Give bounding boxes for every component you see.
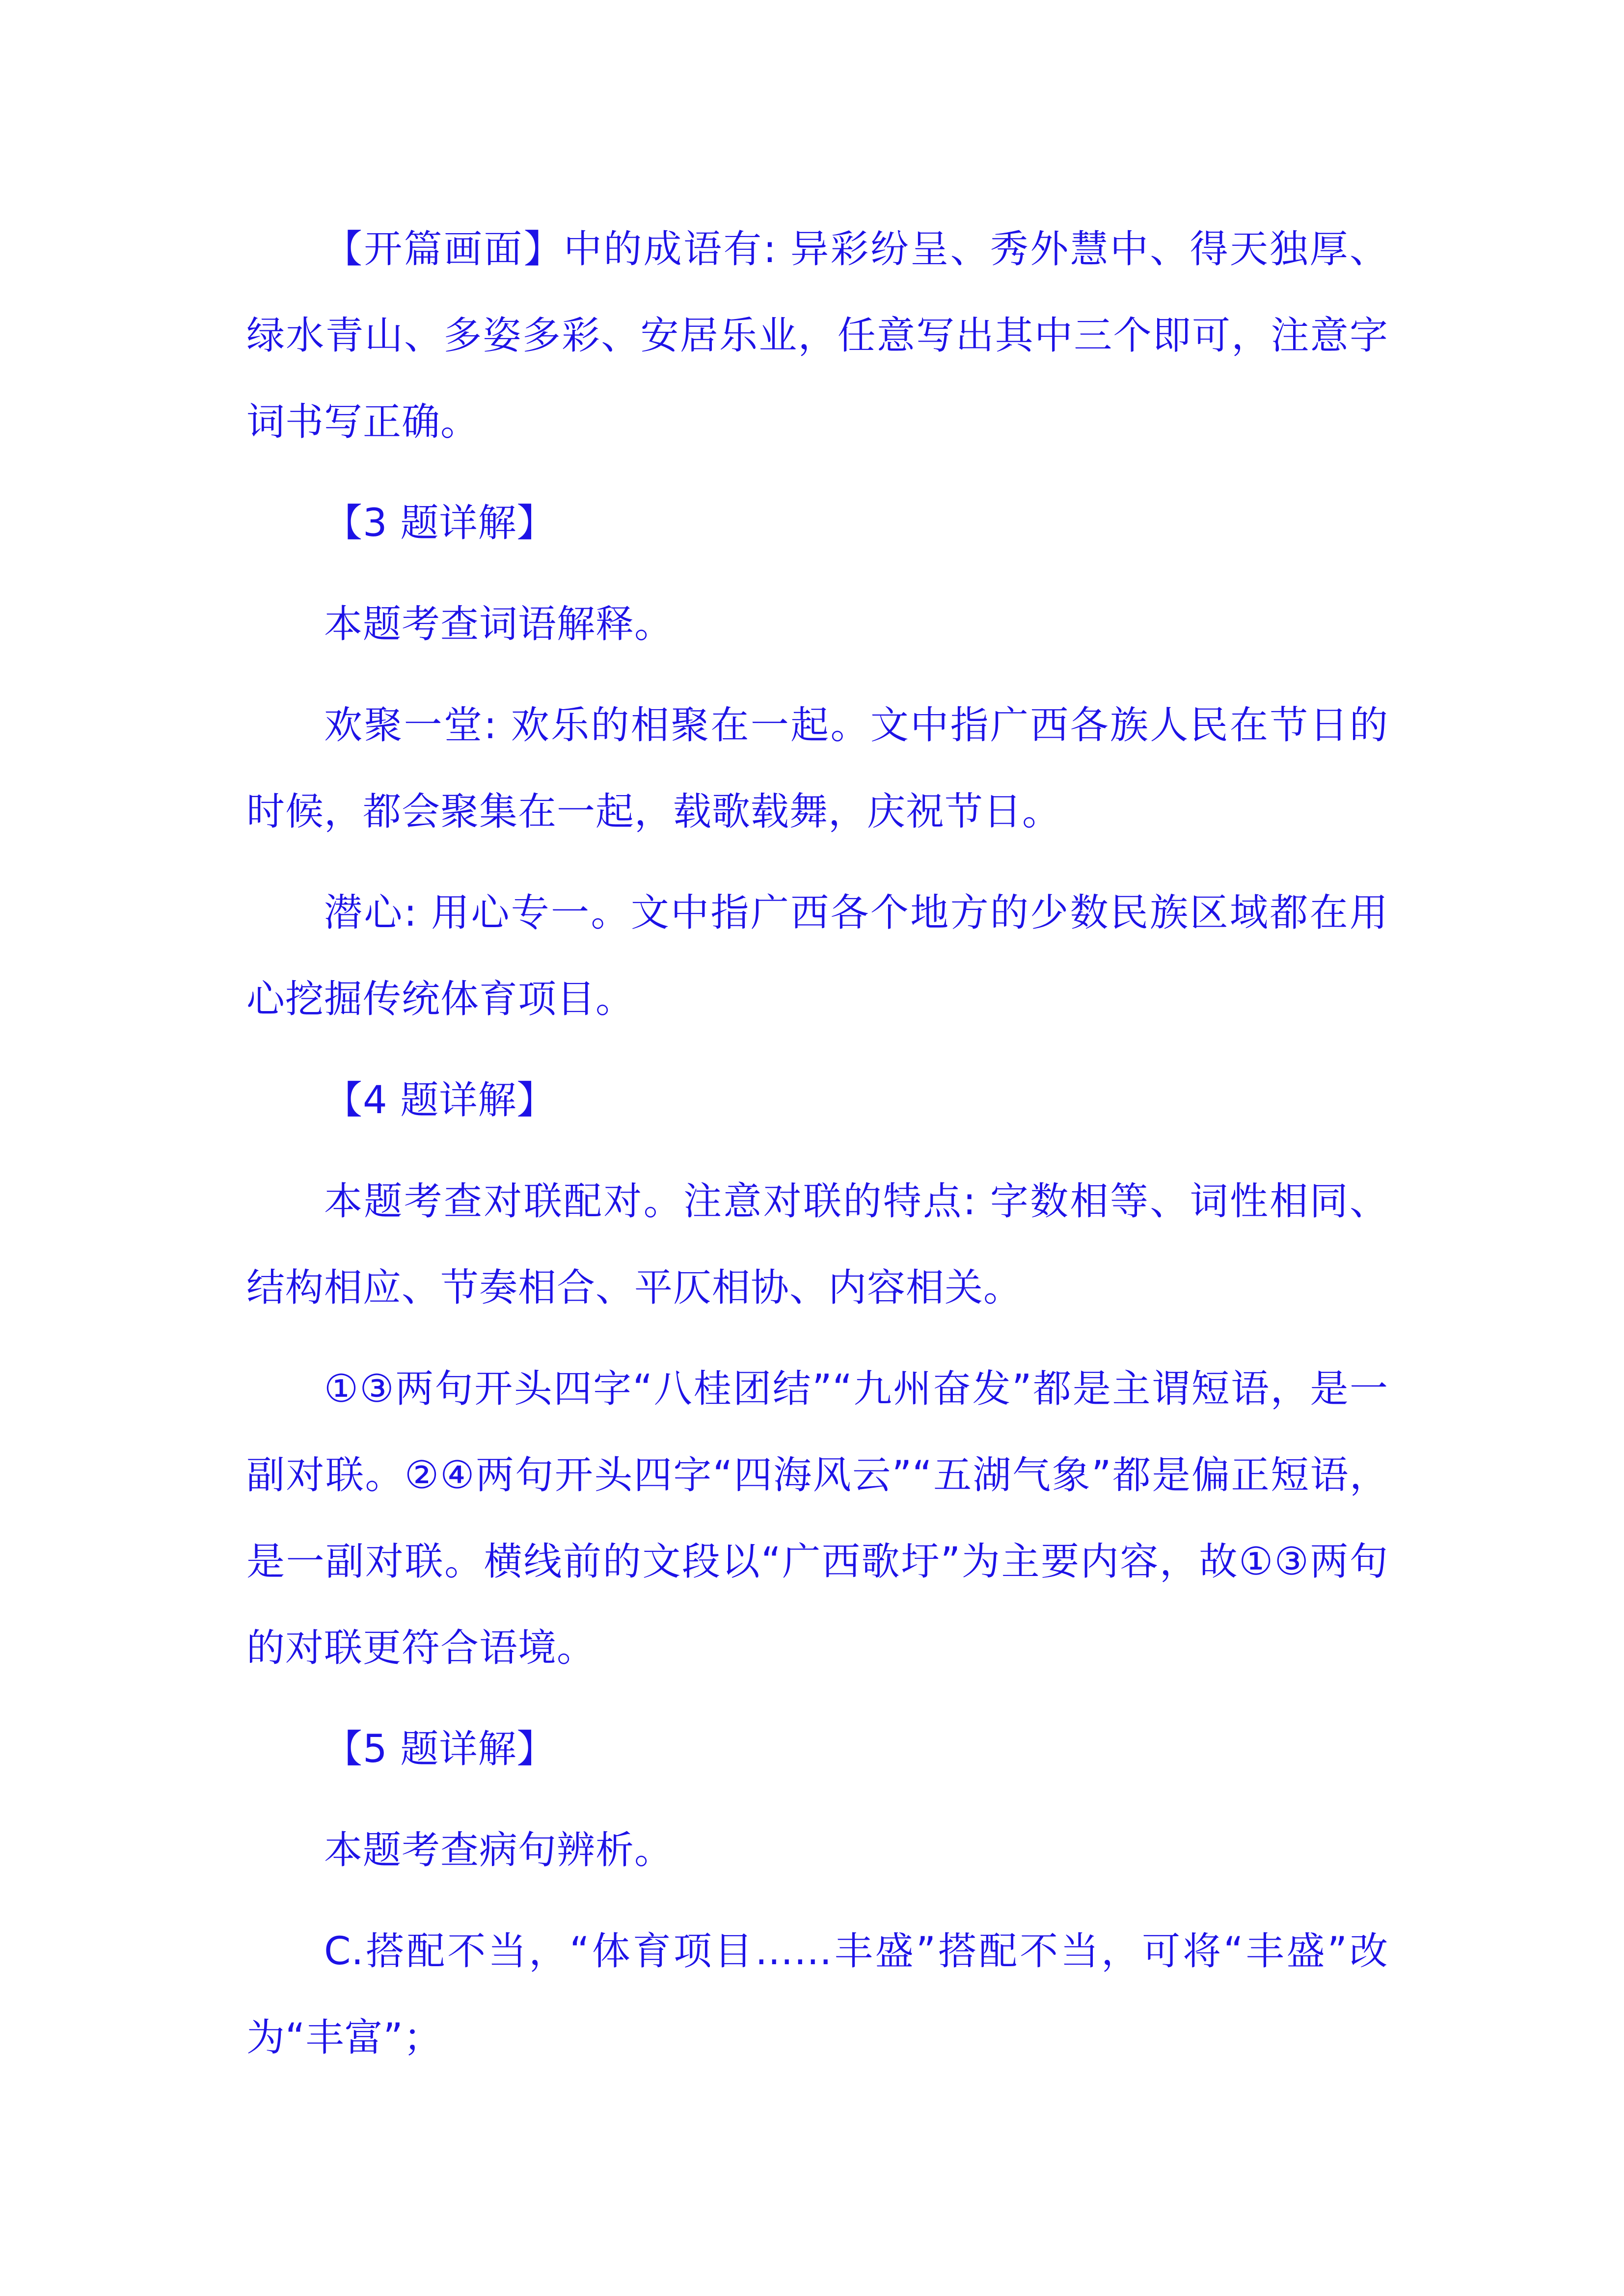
paragraph-q3-qianxin: 潜心: 用心专一。文中指广西各个地方的少数民族区域都在用心挖掘传统体育项目。 xyxy=(246,891,1388,1021)
document-body xyxy=(246,206,1388,2096)
paragraph-q3-intro: 本题考查词语解释。 xyxy=(324,602,674,646)
paragraph-q5-intro: 本题考查病句辨析。 xyxy=(324,1828,674,1872)
paragraph-q3-huanju: 欢聚一堂: 欢乐的相聚在一起。文中指广西各族人民在节日的时候，都会聚集在一起，载歌载舞，庆祝节日。 xyxy=(246,703,1388,834)
heading-question-5: 【5 题详解】 xyxy=(324,1727,556,1771)
heading-question-4: 【4 题详解】 xyxy=(324,1078,556,1122)
paragraph-q4-intro: 本题考查对联配对。注意对联的特点: 字数相等、词性相同、结构相应、节奏相合、平仄相协、内容相关。 xyxy=(246,1179,1388,1310)
paragraph-q5-option-c: C.搭配不当，“体育项目……丰盛”搭配不当，可将“丰盛”改为“丰富”； xyxy=(246,1929,1388,2060)
paragraph-idioms: 【开篇画面】中的成语有: 异彩纷呈、秀外慧中、得天独厚、绿水青山、多姿多彩、安居乐业，任意写出其中三个即可，注意字词书写正确。 xyxy=(246,227,1388,444)
heading-question-3: 【3 题详解】 xyxy=(324,501,556,545)
paragraph-q4-analysis: ①③两句开头四字“八桂团结”“九州奋发”都是主谓短语，是一副对联。②④两句开头四字“四海风云”“五湖气象”都是偏正短语，是一副对联。横线前的文段以“广西歌圩”为主要内容，故①③两句的对联更符合语境。 xyxy=(246,1367,1388,1670)
